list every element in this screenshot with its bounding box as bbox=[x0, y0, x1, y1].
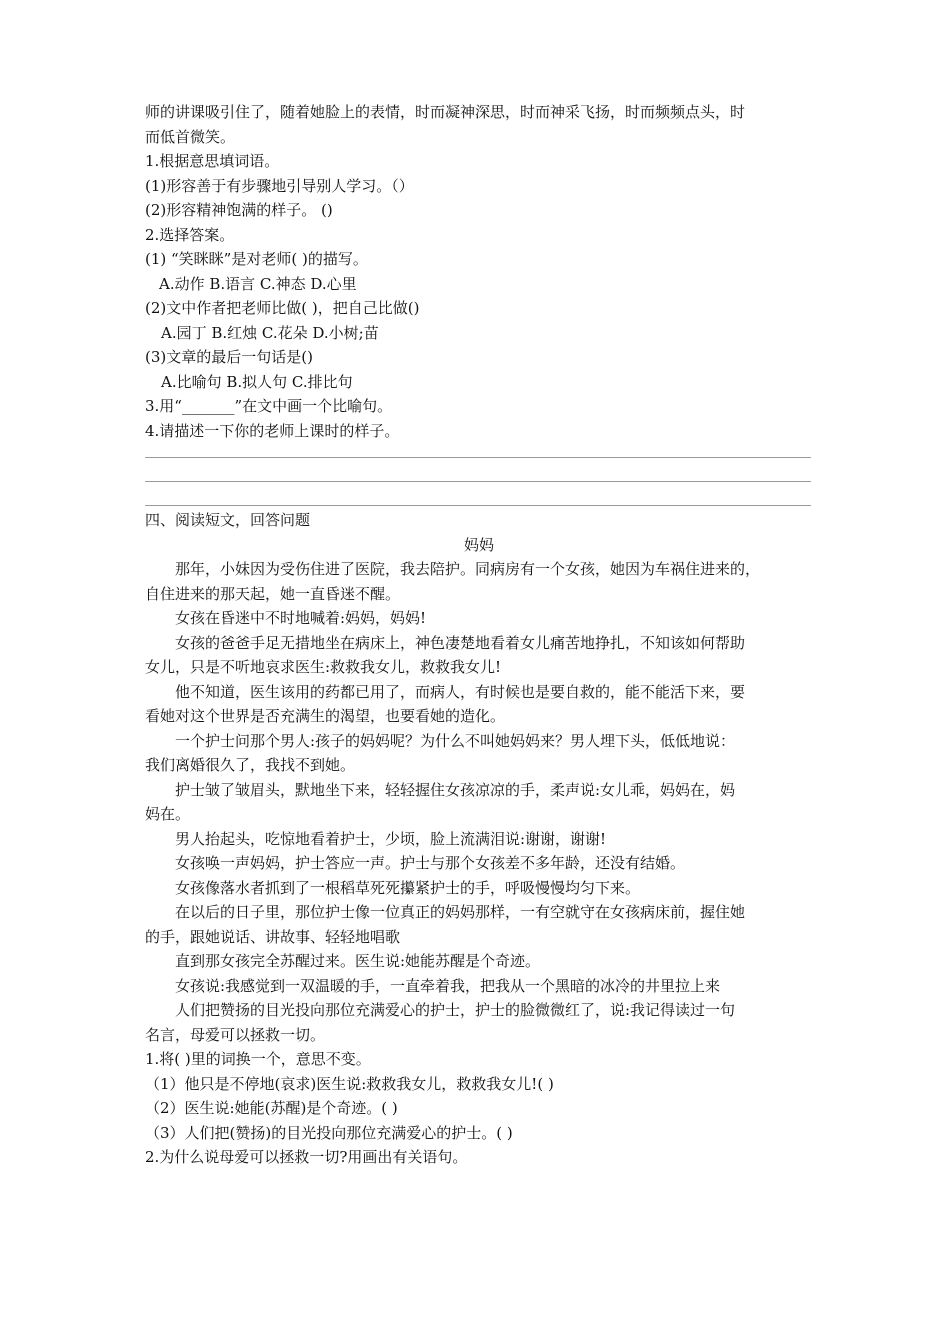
story-question-1-item-2: （2）医生说:她能(苏醒)是个奇迹。( ) bbox=[145, 1099, 398, 1117]
story-paragraph: 女孩在昏迷中不时地喊着:妈妈，妈妈! bbox=[175, 609, 427, 627]
story-paragraph: 直到那女孩完全苏醒过来。医生说:她能苏醒是个奇迹。 bbox=[175, 952, 541, 970]
story-paragraph: 女孩唤一声妈妈，护士答应一声。护士与那个女孩差不多年龄，还没有结婚。 bbox=[175, 854, 686, 872]
story-title: 妈妈 bbox=[463, 535, 494, 554]
story-paragraph-cont: 妈在。 bbox=[145, 805, 191, 823]
story-paragraph: 女孩的爸爸手足无措地坐在病床上，神色凄楚地看着女儿痛苦地挣扎，不知该如何帮助 bbox=[175, 633, 746, 652]
story-paragraph-cont: 自住进来的那天起，她一直昏迷不醒。 bbox=[145, 584, 401, 603]
story-question-1-item-1: （1）他只是不停地(哀求)医生说:救救我女儿，救救我女儿!( ) bbox=[145, 1074, 554, 1093]
question-1: 1.根据意思填词语。 bbox=[145, 152, 280, 170]
story-paragraph: 男人抬起头，吃惊地看着护士，少顷，脸上流满泪说:谢谢，谢谢! bbox=[175, 829, 607, 848]
question-2: 2.选择答案。 bbox=[145, 225, 235, 244]
question-1-item-1: (1)形容善于有步骤地引导别人学习。（） bbox=[145, 176, 414, 195]
story-paragraph: 人们把赞扬的目光投向那位充满爱心的护士，护士的脸微微红了，说:我记得读过一句 bbox=[175, 1001, 736, 1019]
story-paragraph-cont: 我们离婚很久了，我找不到她。 bbox=[145, 756, 356, 774]
story-paragraph-cont: 看她对这个世界是否充满生的渴望，也要看她的造化。 bbox=[145, 707, 506, 725]
question-2-1-options: A.动作 B.语言 C.神态 D.心里 bbox=[159, 274, 357, 293]
story-paragraph: 女孩像落水者抓到了一根稻草死死攥紧护士的手，呼吸慢慢均匀下来。 bbox=[175, 878, 641, 897]
question-1-item-2: (2)形容精神饱满的样子。 () bbox=[145, 201, 333, 219]
passage-tail-line-2: 而低首微笑。 bbox=[145, 127, 236, 146]
answer-line bbox=[145, 443, 811, 458]
answer-lines bbox=[145, 443, 813, 506]
question-4: 4.请描述一下你的老师上课时的样子。 bbox=[145, 421, 400, 440]
question-2-1: (1) “笑眯眯”是对老师( )的描写。 bbox=[145, 250, 368, 268]
story-paragraph: 女孩说:我感觉到一双温暖的手，一直牵着我，把我从一个黑暗的冰冷的井里拉上来 bbox=[175, 976, 721, 995]
answer-line bbox=[145, 482, 811, 506]
story-paragraph: 他不知道，医生该用的药都已用了，而病人，有时候也是要自救的，能不能活下来，要 bbox=[175, 682, 746, 701]
story-paragraph-cont: 女儿，只是不听地哀求医生:救救我女儿，救救我女儿! bbox=[145, 658, 502, 676]
worksheet-page bbox=[145, 100, 813, 1170]
story-paragraph: 那年，小妹因为受伤住进了医院，我去陪护。同病房有一个女孩，她因为车祸住进来的， bbox=[175, 560, 761, 578]
passage-tail-line-1: 师的讲课吸引住了，随着她脸上的表情，时而凝神深思，时而神采飞扬，时而频频点头，时 bbox=[145, 103, 746, 121]
story-question-1: 1.将( )里的词换一个，意思不变。 bbox=[145, 1050, 371, 1068]
question-3: 3.用“_______”在文中画一个比喻句。 bbox=[145, 397, 393, 415]
story-question-1-item-3: （3）人们把(赞扬)的目光投向那位充满爱心的护士。( ) bbox=[145, 1123, 513, 1142]
story-paragraph: 一个护士问那个男人:孩子的妈妈呢？为什么不叫她妈妈来？男人埋下头，低低地说： bbox=[175, 731, 736, 750]
story-paragraph-cont: 名言，母爱可以拯救一切。 bbox=[145, 1025, 326, 1044]
answer-line bbox=[145, 458, 811, 482]
story-question-2: 2.为什么说母爱可以拯救一切?用画出有关语句。 bbox=[145, 1148, 468, 1166]
question-2-3-options: A.比喻句 B.拟人句 C.排比句 bbox=[161, 372, 353, 391]
section-4-heading: 四、阅读短文，回答问题 bbox=[145, 511, 311, 529]
story-paragraph: 在以后的日子里，那位护士像一位真正的妈妈那样，一有空就守在女孩病床前，握住她 bbox=[175, 903, 746, 921]
question-2-2-options: A.园丁 B.红烛 C.花朵 D.小树;苗 bbox=[161, 323, 379, 342]
story-paragraph: 护士皱了皱眉头，默地坐下来，轻轻握住女孩凉凉的手，柔声说:女儿乖，妈妈在，妈 bbox=[175, 780, 736, 799]
question-2-3: (3)文章的最后一句话是() bbox=[145, 348, 313, 366]
question-2-2: (2)文中作者把老师比做( )，把自己比做() bbox=[145, 299, 420, 317]
story-paragraph-cont: 的手，跟她说话、讲故事、轻轻地唱歌 bbox=[145, 927, 401, 946]
